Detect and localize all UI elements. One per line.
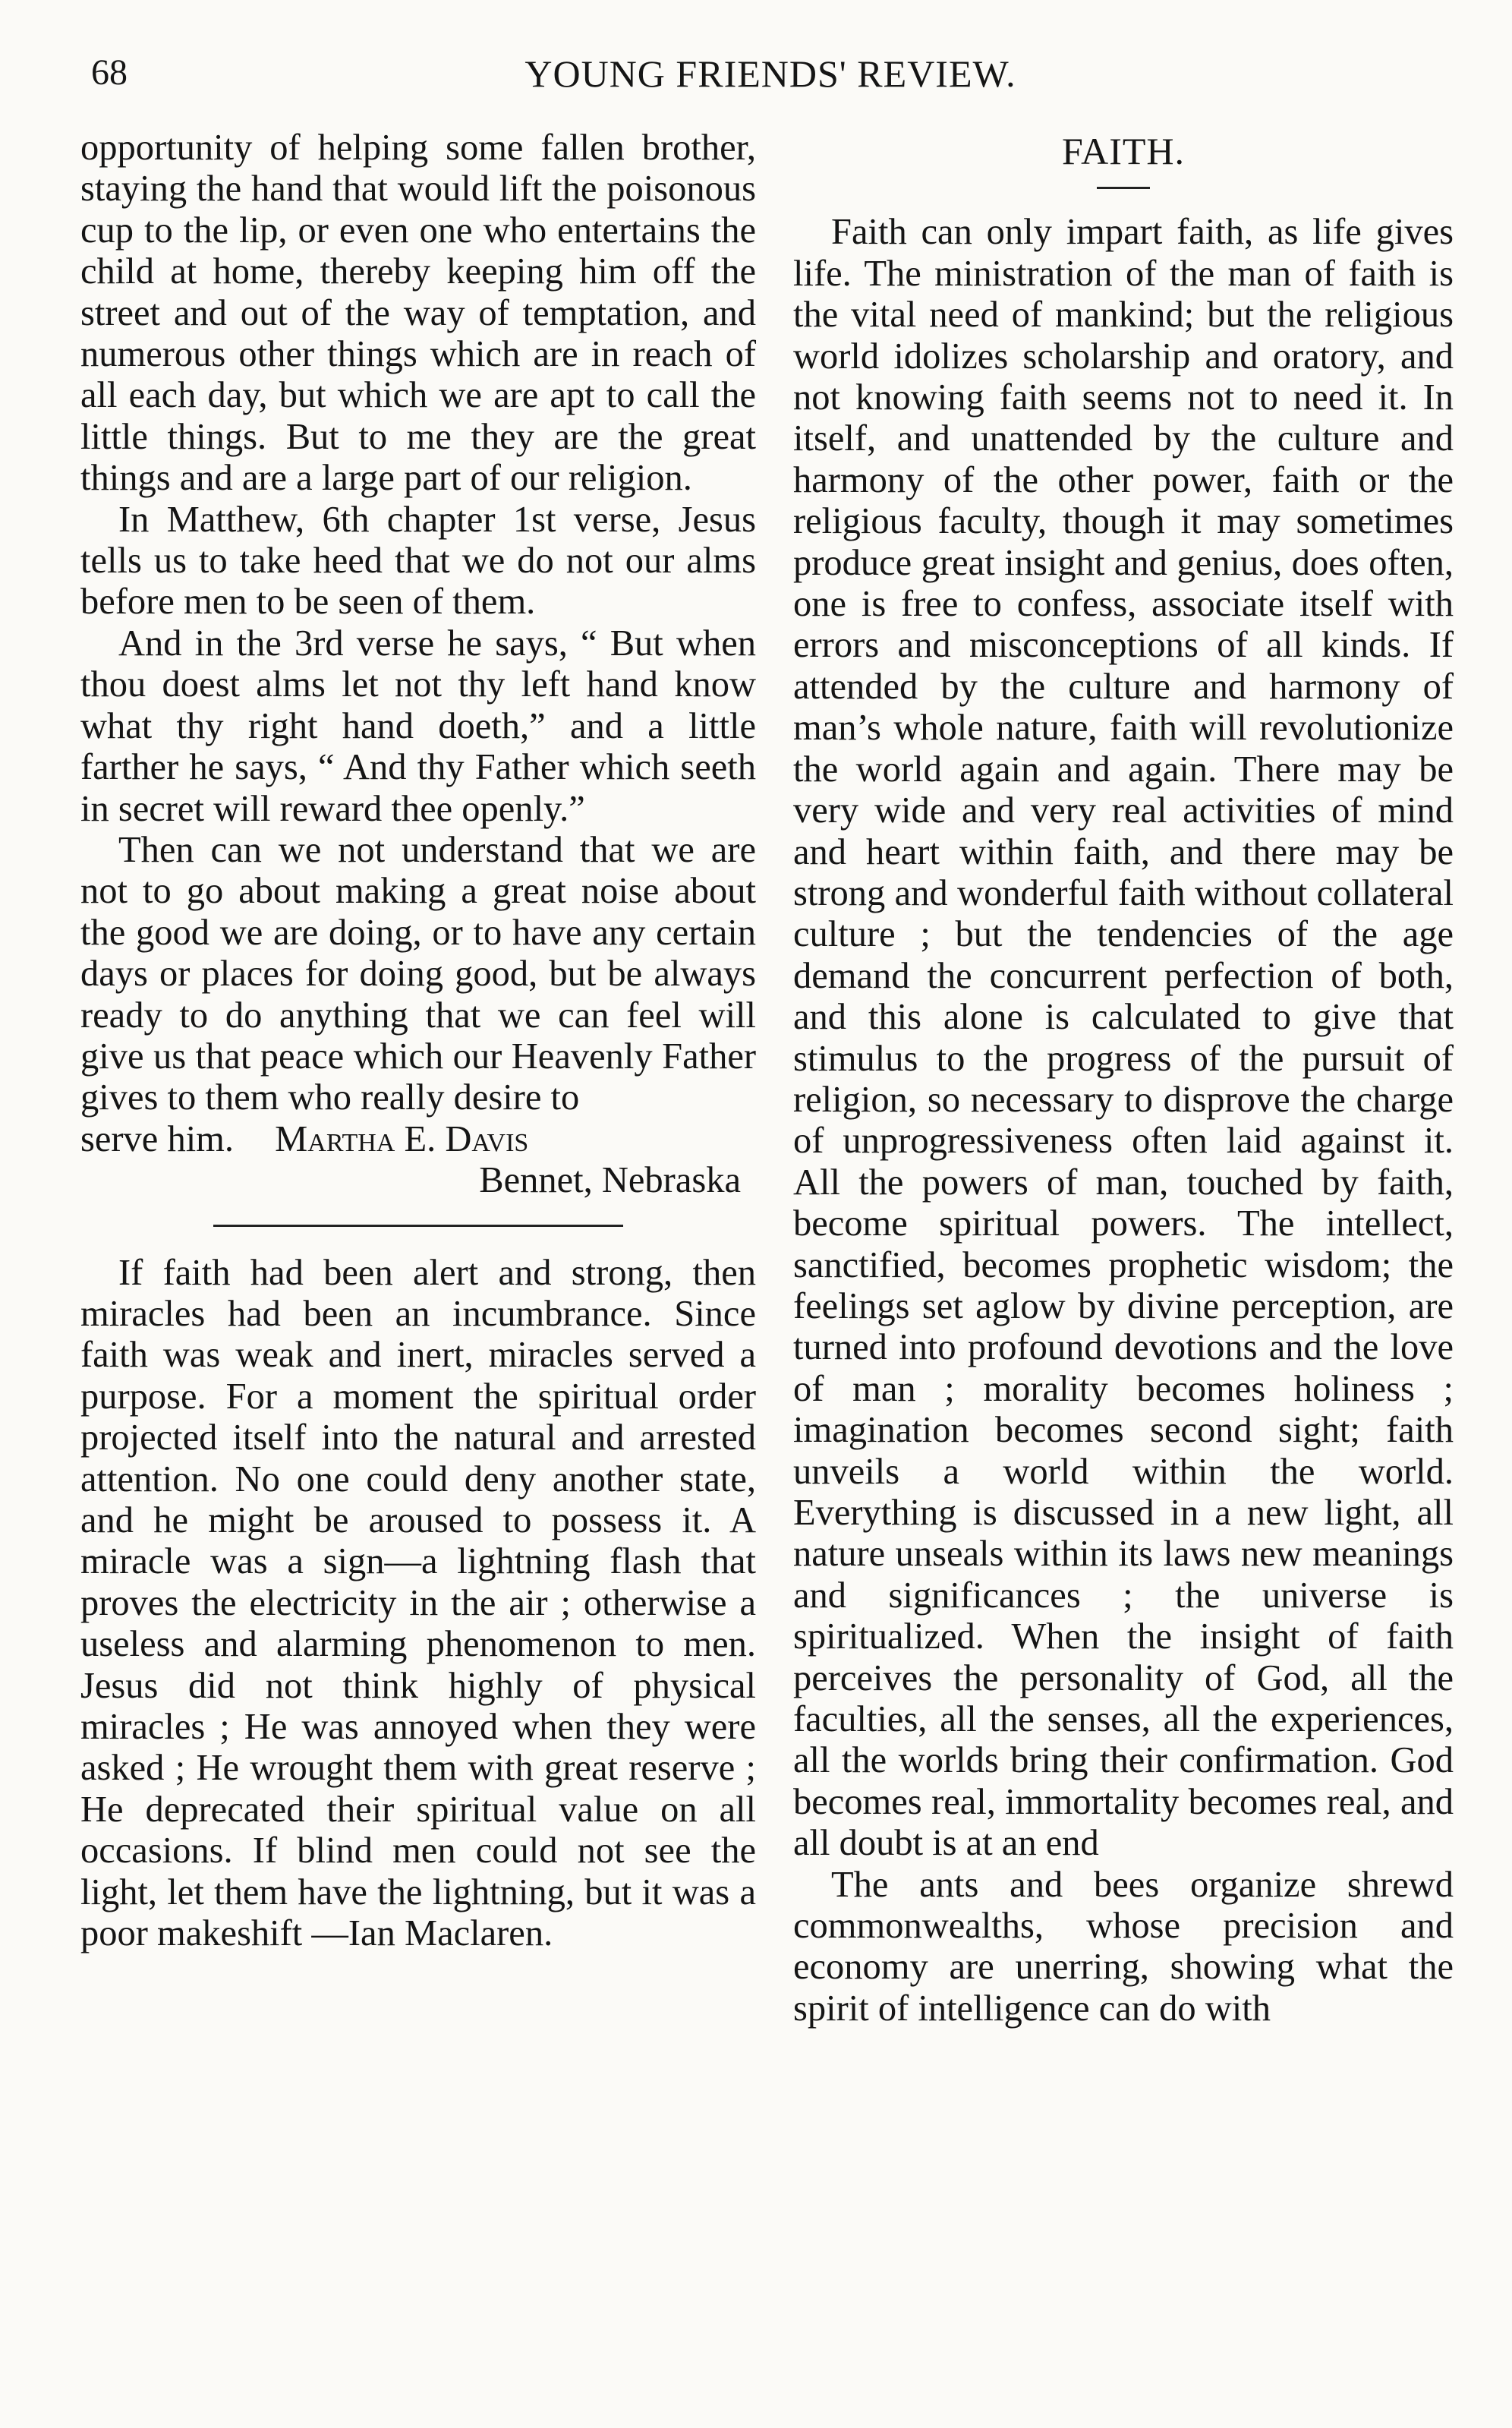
right-column	[793, 128, 1454, 2029]
author-name: Martha E. Davis	[275, 1118, 529, 1159]
paragraph-matthew: In Matthew, 6th chapter 1st verse, Jesus tells us to take heed that we do not our alms before men to be seen of them.	[80, 499, 756, 623]
author-place: Bennet, Nebraska	[479, 1160, 741, 1201]
section-divider	[213, 1225, 623, 1227]
quote-paragraph: If faith had been alert and strong, then miracles had been an incumbrance. Since faith was weak and inert, miracles served a purpose. For a moment the spiritual order projected itself into the natural and arrested attention. No one could deny another state, and he might be aroused to possess it. A miracle was a sign—a lightning flash that proves the electricity in the air ; otherwise a useless and alarming phenomenon to men. Jesus did not think highly of physical miracles ; He was annoyed when they were asked ; He wrought them with great reserve ; He deprecated their spiritual value on all occasions. If blind men could not see the light, let them have the lightning, but it was a poor makeshift —Ian Maclaren.	[80, 1252, 756, 1954]
closing-words: serve him.	[80, 1118, 235, 1159]
paragraph-faith: Faith can only impart faith, as life gives life. The ministration of the man of faith is the vital need of mankind; but the religious world idolizes scholarship and oratory, and not knowing faith seems not to need it. In itself, and unattended by the culture and harmony of the other power, faith or the religious faculty, though it may sometimes produce great insight and genius, does often, one is free to confess, associate itself with errors and misconceptions of all kinds. If attended by the culture and harmony of man’s whole nature, faith will revolutionize the world again and again. There may be very wide and very real activities of mind and heart within faith, and there may be strong and wonderful faith without collateral culture ; but the tendencies of the age demand the concurrent perfection of both, and this alone is calculated to give that stimulus to the progress of the pursuit of religion, so necessary to disprove the charge of unprogressiveness often laid against it. All the powers of man, touched by faith, become spiritual powers. The intellect, sanctified, becomes prophetic wisdom; the feelings set aglow by divine perception, are turned into profound devotions and the love of man ; morality becomes holiness ; imagination becomes second sight; faith unveils a world within the world. Everything is discussed in a new light, all nature unseals within its laws new meanings and significances ; the universe is spiritualized. When the insight of faith perceives the personality of God, all the faculties, all the senses, all the experiences, all the worlds bring their confirmation. God becomes real, immortality becomes real, and all doubt is at an end	[793, 212, 1454, 1864]
paragraph-third-verse: And in the 3rd verse he says, “ But when thou doest alms let not thy left hand know what thy right hand doeth,” and a little farther he says, “ And thy Father which seeth in secret will reward thee openly.”	[80, 623, 756, 829]
paragraph-understand: Then can we not understand that we are not to go about making a great noise about the good we are doing, or to have any certain days or places for doing good, but be always ready to do anything that we can feel will give us that peace which our Heavenly Father gives to them who really desire to	[80, 829, 756, 1118]
signature-block	[80, 1119, 756, 1202]
paragraph-ants-bees: The ants and bees organize shrewd commonwealths, whose precision and economy are unerring, showing what the spirit of intelligence can do with	[793, 1864, 1454, 2029]
article-title: FAITH.	[1061, 130, 1185, 172]
running-title: YOUNG FRIENDS' REVIEW.	[524, 52, 1016, 95]
paragraph-continuation: opportunity of helping some fallen brother, staying the hand that would lift the poisonous cup to the lip, or even one who entertains the child at home, thereby keeping him off the street and out of the way of temptation, and numerous other things which are in reach of all each day, but which we are apt to call the little things. But to me they are the great things and are a large part of our religion.	[80, 128, 756, 499]
page-number: 68	[91, 52, 128, 93]
title-divider	[1097, 187, 1150, 189]
page-header	[91, 52, 1450, 112]
left-column	[80, 128, 756, 1954]
